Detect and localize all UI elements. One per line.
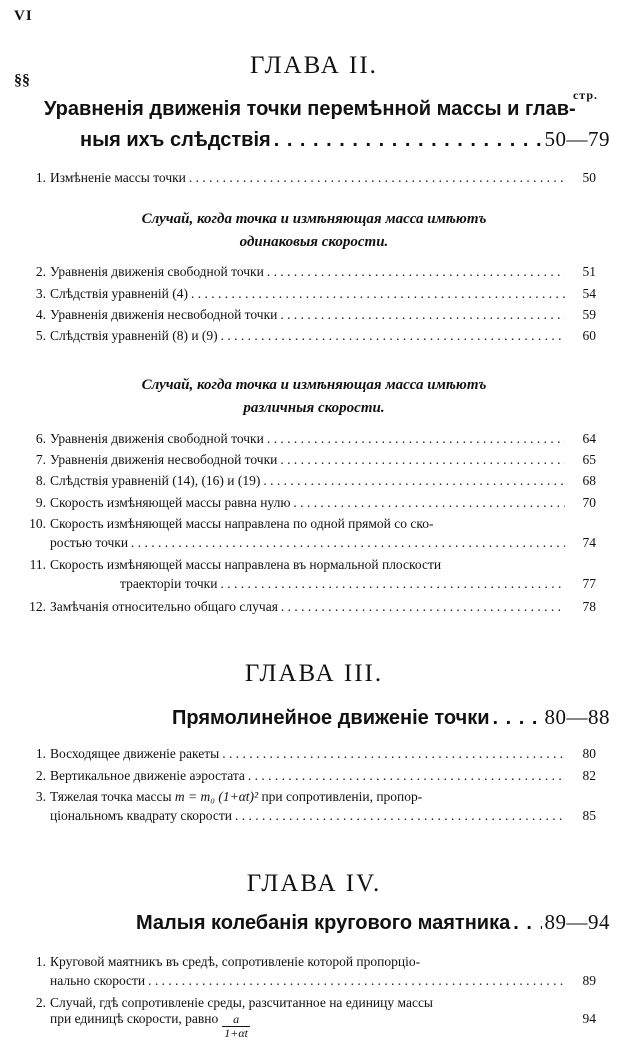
subsection-heading-2 (0, 374, 628, 420)
chapter-2-title-line1: Уравненія движенія точки перемѣнной массы и глав- (44, 98, 576, 120)
chapter-3-title-text: Прямолинейное движеніе точки (172, 707, 490, 729)
entry-number: 12. (29, 599, 46, 614)
leader-dots (131, 535, 565, 551)
entry-number: 1. (35, 170, 46, 185)
chapter-4-page-range: 89—94 (544, 910, 610, 934)
entry-title: Скорость измѣняющей массы направлена по одной прямой со ско- (50, 516, 434, 531)
entry-page: 59 (582, 307, 596, 322)
fraction (222, 1013, 250, 1040)
leader-dots (274, 129, 542, 152)
entry-title-line1 (50, 789, 596, 805)
leader-dots (248, 768, 565, 784)
chapter-3-page-range: 80—88 (544, 705, 610, 729)
entry-page: 54 (582, 286, 596, 301)
entry-title: Уравненія движенія свободной точки (50, 431, 264, 446)
chapter-4-heading: ГЛАВА IV. (246, 870, 382, 897)
entry-title: Слѣдствія уравненій (8) и (9) (50, 328, 218, 343)
entry-title: Уравненія движенія несвободной точки (50, 452, 278, 467)
entry-page: 60 (582, 328, 596, 343)
leader-dots (148, 973, 565, 989)
chapter-3-heading: ГЛАВА III. (244, 660, 384, 687)
entry-page: 74 (582, 535, 596, 550)
entry-title: Измѣненіе массы точки (50, 170, 186, 185)
entry-title-cont: траекторіи точки (120, 576, 218, 591)
entry-title: Скорость измѣняющей массы равна нулю (50, 495, 291, 510)
entry-page: 78 (582, 599, 596, 614)
entry-number: 3. (35, 286, 46, 301)
entry-number: 2. (35, 995, 46, 1010)
entry-title: Тяжелая точка массы (50, 789, 172, 804)
leader-dots (189, 170, 565, 186)
entry-title: Круговой маятникъ въ средѣ, сопротивленіе которой пропорціо- (50, 954, 421, 969)
entry-number: 5. (35, 328, 46, 343)
entry-page: 64 (582, 431, 596, 446)
chapter-4-title-text: Малыя колебанія кругового маятника (136, 912, 511, 934)
chapter-2-title-text: ныя ихъ слѣдствія (80, 129, 271, 151)
entry-page: 80 (582, 746, 596, 761)
entry-page: 70 (582, 495, 596, 510)
entry-title-cont: нально скорости (50, 973, 146, 988)
leader-dots (293, 495, 565, 511)
leader-dots (281, 599, 565, 615)
page-column-label: стр. (572, 88, 598, 102)
entry-number: 1. (35, 954, 46, 969)
entry-page: 82 (582, 768, 596, 783)
entry-number: 9. (35, 495, 46, 510)
entry-page: 51 (582, 264, 596, 279)
entry-title: Слѣдствія уравненій (4) (50, 286, 188, 301)
entry-page: 94 (582, 1011, 596, 1026)
leader-dots (221, 328, 565, 344)
leader-dots (267, 431, 565, 447)
entry-title: Замѣчанія относительно общаго случая (50, 599, 278, 614)
subsection-line: Случай, когда точка и измѣняющая масса имѣютъ (141, 211, 487, 227)
leader-dots (191, 286, 565, 302)
entry-page: 68 (582, 473, 596, 488)
leader-dots (280, 307, 565, 323)
entry-title: Слѣдствія уравненій (14), (16) и (19) (50, 473, 261, 488)
entry-number: 2. (35, 264, 46, 279)
entry-title: Случай, гдѣ сопротивленіе среды, разсчитанное на единицу массы (50, 995, 434, 1010)
page-number: VI (14, 8, 33, 24)
chapter-2-title-line2 (80, 127, 610, 152)
chapter-3-title (172, 705, 610, 730)
subsection-line: различныя скорости. (243, 400, 385, 416)
toc-entry[interactable] (22, 170, 596, 188)
entry-number: 11. (29, 557, 46, 572)
entry-page: 50 (582, 170, 596, 185)
fraction-numerator: a (222, 1013, 250, 1027)
entry-page: 77 (582, 576, 596, 591)
entry-number: 10. (29, 516, 46, 531)
entry-page: 89 (582, 973, 596, 988)
subsection-line: Случай, когда точка и измѣняющая масса имѣютъ (141, 377, 487, 393)
entry-title-cont: ціональномъ квадрату скорости (50, 808, 232, 823)
mass-formula: m = m₀ (1+αt)² (174, 789, 259, 804)
entry-number: 3. (35, 789, 46, 804)
subsection-heading-1 (0, 208, 628, 254)
entry-number: 4. (35, 307, 46, 322)
entry-page: 85 (582, 808, 596, 823)
entry-number: 8. (35, 473, 46, 488)
chapter-2-heading: ГЛАВА II. (250, 52, 378, 79)
chapter-4-title (136, 910, 610, 935)
chapter-2-page-range: 50—79 (544, 127, 610, 151)
leader-dots (235, 808, 565, 824)
leader-dots (280, 452, 565, 468)
entry-title: Скорость измѣняющей массы направлена въ нормальной плоскости (50, 557, 442, 572)
entry-number: 7. (35, 452, 46, 467)
entry-number: 2. (35, 768, 46, 783)
entry-title: Уравненія движенія несвободной точки (50, 307, 278, 322)
entry-title: Вертикальное движеніе аэростата (50, 768, 245, 783)
entry-title: Восходящее движеніе ракеты (50, 746, 220, 761)
leader-dots (220, 576, 565, 592)
leader-dots (267, 264, 565, 280)
leader-dots (513, 912, 541, 935)
entry-page: 65 (582, 452, 596, 467)
leader-dots (263, 473, 565, 489)
entry-number: 1. (35, 746, 46, 761)
subsection-line: одинаковыя скорости. (239, 234, 389, 250)
entry-title-cont: ростью точки (50, 535, 129, 550)
entry-title: Уравненія движенія свободной точки (50, 264, 264, 279)
section-mark: §§ (14, 72, 30, 89)
entry-title-cont: при единицѣ скорости, равно (50, 1011, 219, 1026)
entry-number: 6. (35, 431, 46, 446)
leader-dots (222, 746, 565, 762)
entry-title-rest: при сопротивленіи, пропор- (261, 789, 423, 804)
leader-dots (493, 707, 542, 730)
fraction-denominator: 1+αt (224, 1026, 249, 1040)
